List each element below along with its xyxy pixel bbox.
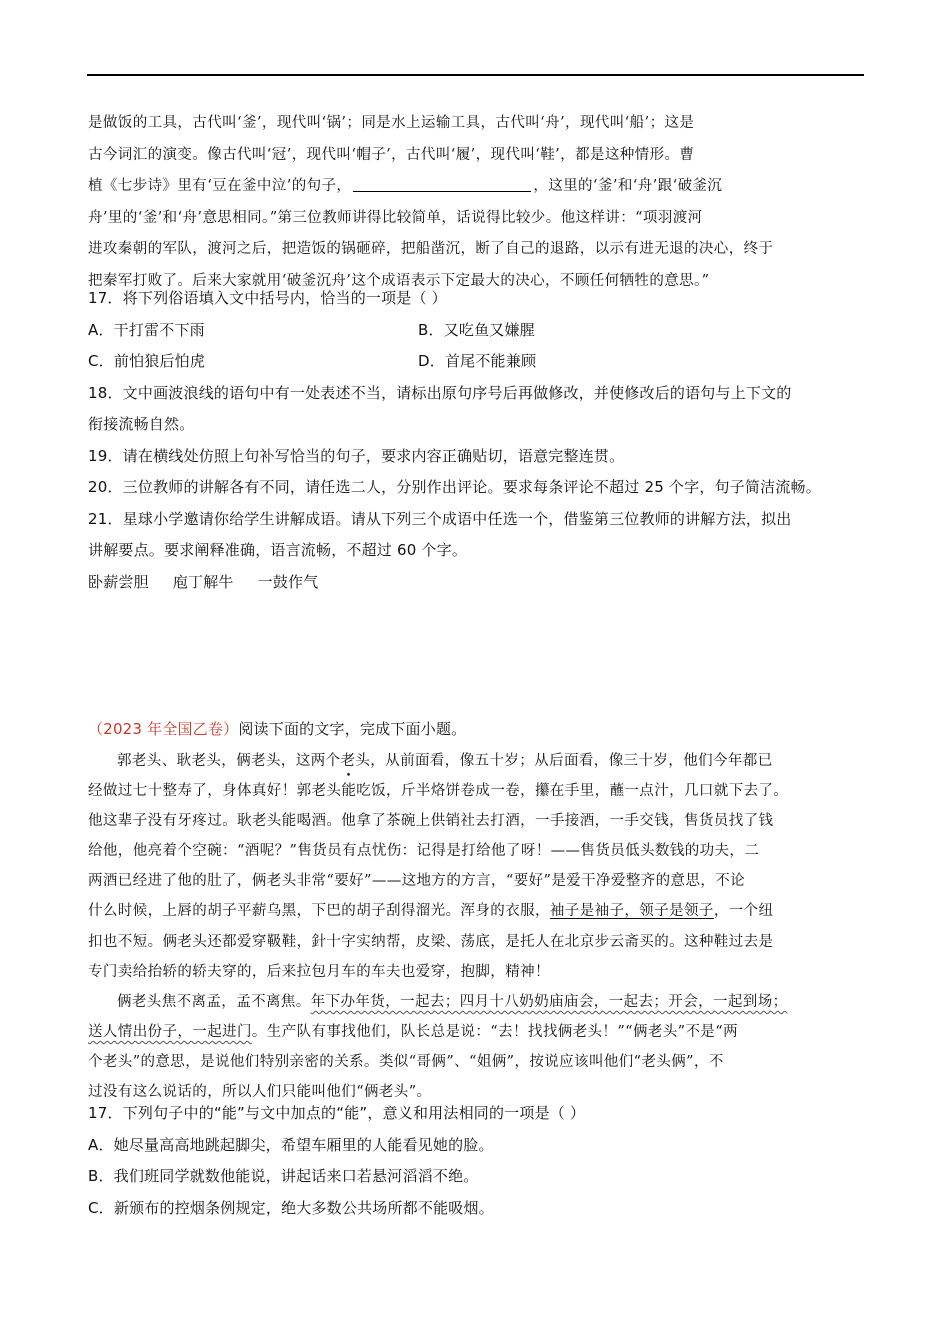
text-line [88, 987, 878, 1017]
section-intro: 阅读下面的文字，完成下面小题。 [238, 720, 467, 738]
question-17: 17．下列句子中的“能”与文中加点的“能”，意义和用法相同的一项是（ ） [88, 1104, 586, 1122]
text-line [88, 171, 878, 203]
idiom: 一鼓作气 [257, 572, 319, 591]
text-line: 是做饭的工具，古代叫‘釜’，现代叫‘锅’；同是水上运输工具，古代叫‘舟’，现代叫‘船’；这是 [88, 115, 695, 131]
option-a: A．她尽量高高地跳起脚尖，希望车厢里的人能看见她的脸。 [88, 1135, 494, 1154]
text-line: 郭老头、耿老头，俩老头，这两个老头，从前面看，像五十岁；从后面看，像三十岁，他们今年都已 [117, 753, 773, 769]
text-line [88, 714, 878, 746]
underlined-phrase: 袖子是袖子，领子是领子 [549, 903, 714, 920]
option-b: B．又吃鱼又嫌腥 [418, 320, 535, 339]
passage-1 [88, 108, 878, 297]
header-rule [87, 74, 864, 76]
option-d: D．首尾不能兼顾 [418, 352, 537, 370]
dotted-character: 能 [341, 783, 357, 800]
text-line: 古今词汇的演变。像古代叫‘冠’，现代叫‘帽子’，古代叫‘履’，现代叫‘鞋’，都是这种情形。曹 [88, 146, 695, 163]
options-row [88, 315, 878, 347]
questions-1 [88, 283, 878, 598]
text-segment: ，这里的‘釜’和‘舟’跟‘破釜沉 [533, 178, 723, 194]
question-19: 19．请在横线处仿照上句补写恰当的句子，要求内容正确贴切，语意完整连贯。 [88, 446, 625, 465]
text-line: 专门卖给抬轿的轿夫穿的，后来拉包月车的车夫也爱穿，抱脚，精神！ [88, 963, 550, 980]
text-line: 过没有这么说话的，所以人们只能叫他们“俩老头”。 [88, 1084, 432, 1101]
section-2-header [88, 714, 878, 746]
idiom-list [88, 567, 878, 599]
questions-2 [88, 1098, 878, 1224]
question-20: 20．三位教师的讲解各有不同，请任选二人，分别作出评论。要求每条评论不超过 25 个字，句子简洁流畅。 [88, 478, 821, 496]
idiom: 庖丁解牛 [172, 572, 234, 591]
question-18: 18．文中画波浪线的语句中有一处表述不当，请标出原句序号后再做修改，并使修改后的语句与上下文的 [88, 383, 792, 402]
text-line [88, 776, 878, 806]
wavy-underlined-phrase: 送人情出份子，一起进门 [88, 1023, 252, 1040]
options-row [88, 346, 878, 378]
wavy-underlined-phrase: 年下办年货，一起去；四月十八奶奶庙庙会，一起去；开会，一起到场； [310, 993, 788, 1010]
text-line: 舟’里的‘釜’和‘舟’意思相同。”第三位教师讲得比较简单，话说得比较少。他这样讲：“项羽渡河 [88, 209, 703, 226]
text-segment: 经做过七十整寿了，身体真好！郭老头 [88, 783, 342, 800]
text-line: 进攻秦朝的军队，渡河之后，把造饭的锅砸碎，把船凿沉，断了自己的退路，以示有进无退的决心，终于 [88, 241, 774, 257]
source-label: （2023 年全国乙卷） [88, 720, 239, 738]
text-segment: ，一个纽 [713, 903, 774, 920]
text-line [88, 1017, 878, 1047]
text-segment: 吃饭，斤半烙饼卷成一卷，攥在手里，蘸一点汁，几口就下去了。 [356, 783, 789, 800]
question-17: 17．将下列俗语填入文中括号内，恰当的一项是（ ） [88, 289, 447, 307]
text-line: 两酒已经进了他的肚了，俩老头非常“要好”——这地方的方言，“要好”是爱干净爱整齐的意思，不论 [88, 873, 746, 890]
text-segment: 。生产队有事找他们，队长总是说：“去！找找俩老头！”“俩老头”不是“两 [251, 1023, 738, 1040]
question-21-cont: 讲解要点。要求阐释准确，语言流畅，不超过 60 个字。 [88, 541, 468, 559]
text-line: 给他，他亮着个空碗：“酒呢？”售货员有点忧伤：记得是打给他了呀！——售货员低头数钱的功夫，二 [88, 843, 760, 860]
option-c: C．前怕狼后怕虎 [88, 352, 206, 370]
text-line: 把秦军打败了。后来大家就用‘破釜沉舟’这个成语表示下定最大的决心，不顾任何牺牲的意思。” [88, 272, 710, 289]
question-21: 21．星球小学邀请你给学生讲解成语。请从下列三个成语中任选一个，借鉴第三位教师的讲解方法，拟出 [88, 509, 792, 528]
idiom: 卧薪尝胆 [88, 572, 149, 591]
text-line: 扣也不短。俩老头还都爱穿靸鞋，針十字实纳帮，皮梁、荡底，是托人在北京步云斋买的。这种鞋过去是 [88, 933, 774, 950]
option-b: B．我们班同学就数他能说，讲起话来口若悬河滔滔不绝。 [88, 1167, 479, 1185]
text-segment: 植《七步诗》里有‘豆在釜中泣’的句子， [88, 178, 352, 194]
question-18-cont: 衔接流畅自然。 [88, 415, 195, 433]
text-segment: 俩老头焦不离孟，孟不离焦。 [117, 993, 311, 1010]
option-a: A．干打雷不下雨 [88, 320, 205, 339]
passage-2 [88, 746, 878, 1107]
fill-in-blank [353, 176, 531, 192]
text-segment: 什么时候，上唇的胡子平薪乌黑，下巴的胡子刮得溜光。浑身的衣服， [88, 903, 550, 920]
option-c: C．新颁布的控烟条例规定，绝大多数公共场所都不能吸烟。 [88, 1198, 494, 1217]
text-line: 个老头”的意思，是说他们特别亲密的关系。类似“哥俩”、“姐俩”，按说应该叫他们“老头俩”，不 [88, 1053, 724, 1070]
text-line: 他这辈子没有牙疼过。耿老头能喝酒。他拿了茶碗上供销社去打酒，一手接酒，一手交钱，售货员找了钱 [88, 813, 774, 830]
text-line [88, 896, 878, 926]
